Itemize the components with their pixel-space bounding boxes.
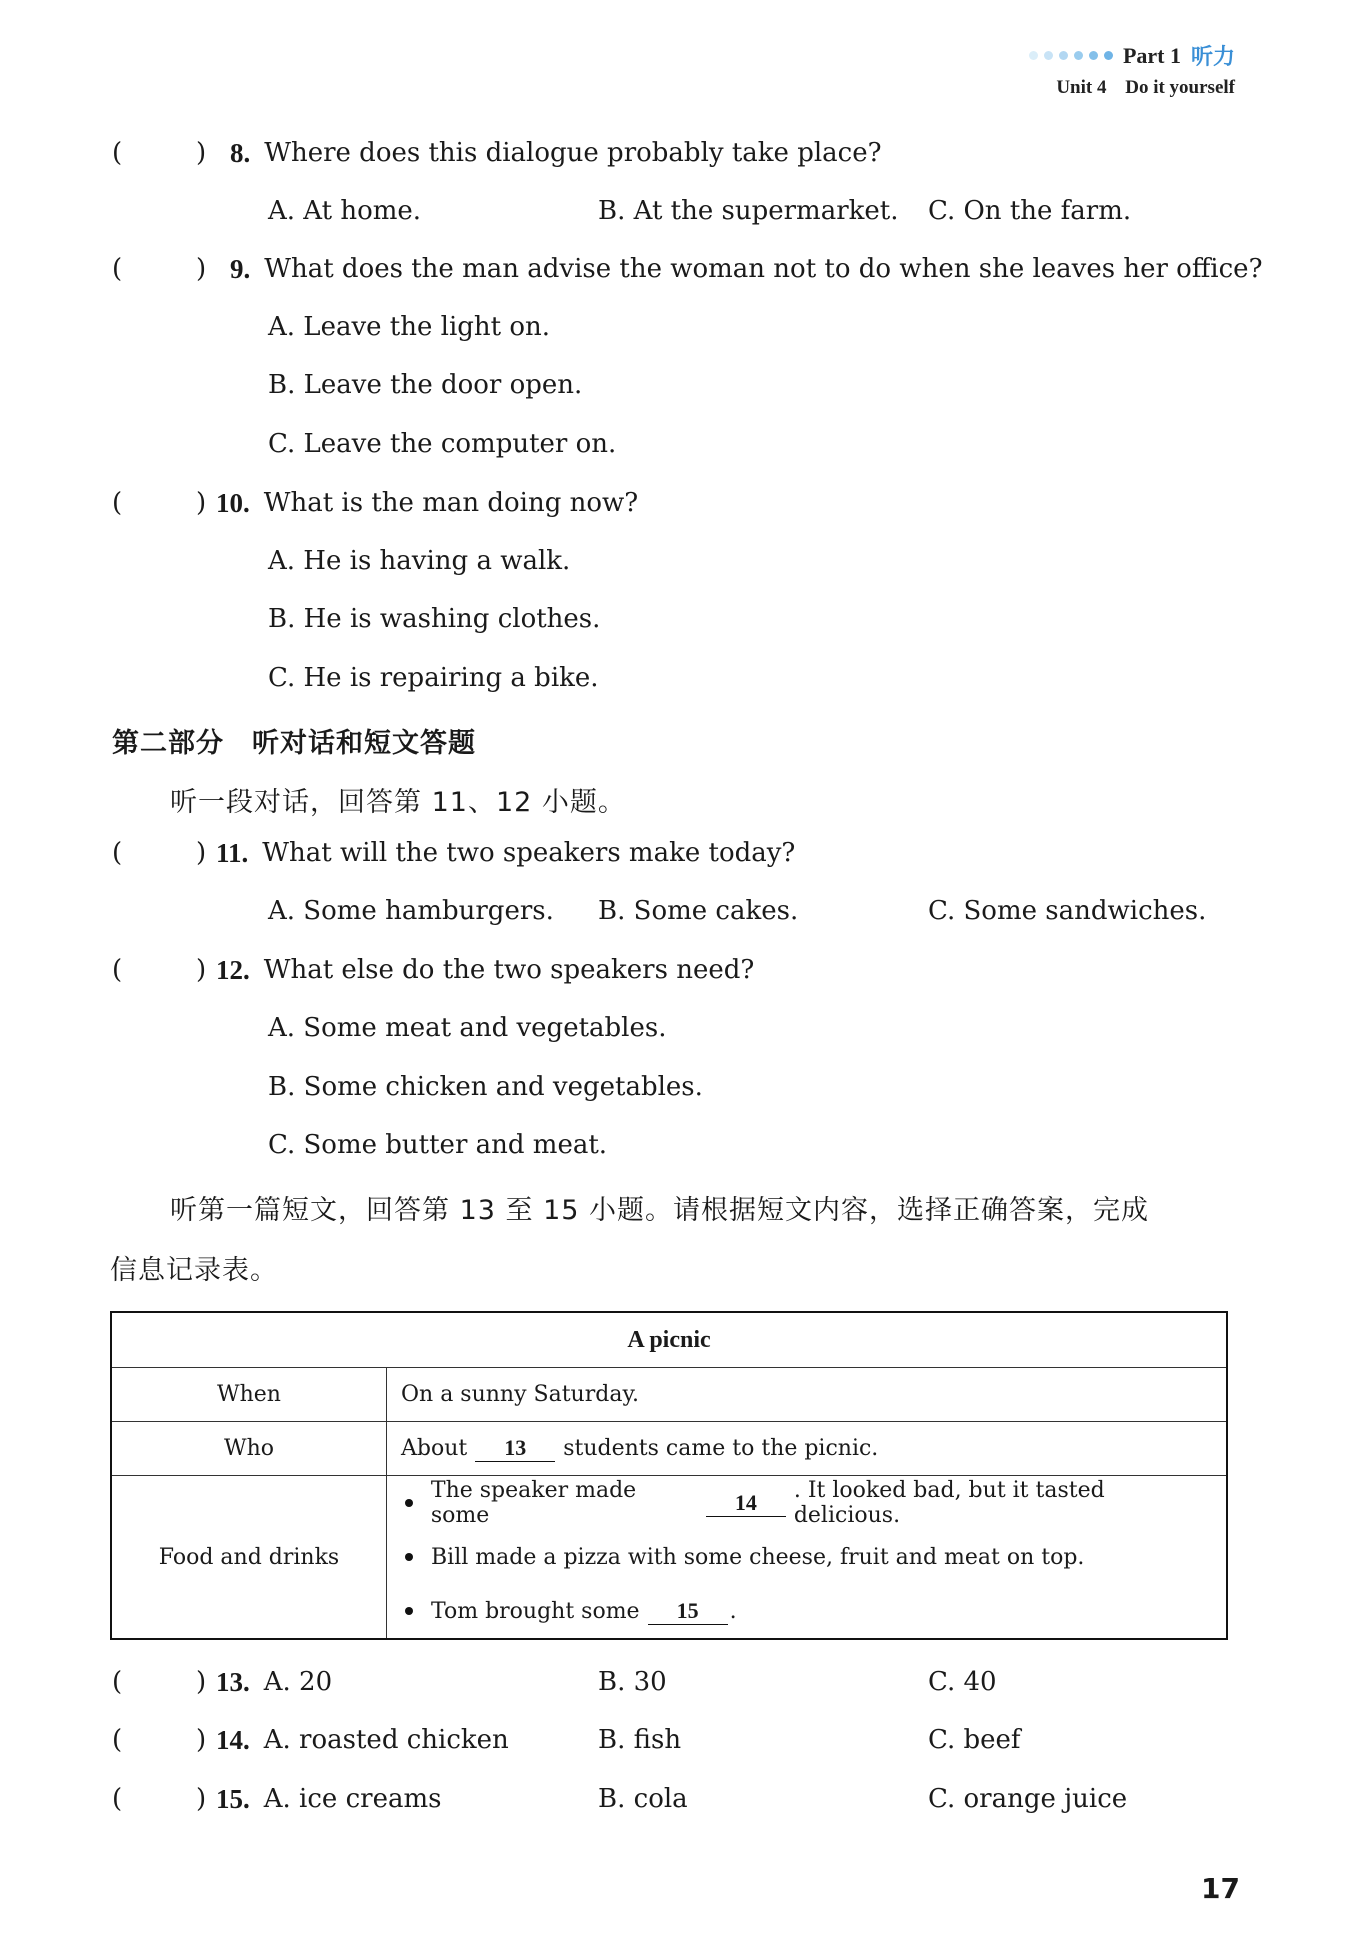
option-c[interactable]: C. orange juice	[928, 1784, 1128, 1814]
option-b[interactable]: B. At the supermarket.	[598, 196, 899, 226]
answer-paren-close: )	[196, 955, 207, 985]
food-text-post: .	[729, 1598, 737, 1624]
question-number: 10.	[216, 488, 250, 518]
option-b[interactable]: B. Some chicken and vegetables.	[268, 1072, 703, 1102]
question-number: 9.	[230, 254, 251, 284]
table-label-food: Food and drinks	[111, 1476, 387, 1640]
answer-paren-close: )	[196, 1784, 207, 1814]
food-text-pre: Tom brought some	[431, 1598, 640, 1624]
answer-paren-close: )	[196, 254, 207, 284]
section-intro-dialogue: 听一段对话，回答第 11、12 小题。	[170, 787, 626, 818]
question-number: 8.	[230, 138, 251, 168]
answer-paren-close: )	[196, 1725, 207, 1755]
unit-title: Do it yourself	[1125, 77, 1235, 98]
option-a[interactable]: A. He is having a walk.	[268, 546, 571, 576]
answer-paren-close: )	[196, 1667, 207, 1697]
page-number: 17	[1201, 1872, 1240, 1905]
answer-paren-open[interactable]: (	[112, 1725, 123, 1755]
question-text: What is the man doing now?	[263, 488, 639, 518]
food-text: Bill made a pizza with some cheese, fruit and meat on top.	[431, 1544, 1085, 1570]
answer-paren-open[interactable]: (	[112, 138, 123, 168]
question-9	[112, 254, 1263, 285]
question-number: 15.	[216, 1784, 250, 1814]
table-label-when: When	[111, 1368, 387, 1422]
answer-paren-close: )	[196, 138, 207, 168]
answer-paren-open[interactable]: (	[112, 838, 123, 868]
section-title: 第二部分 听对话和短文答题	[112, 728, 476, 759]
option-b[interactable]: B. He is washing clothes.	[268, 604, 601, 634]
table-value-when: On a sunny Saturday.	[387, 1368, 1228, 1422]
answer-paren-open[interactable]: (	[112, 955, 123, 985]
page-header	[1029, 40, 1235, 99]
option-a[interactable]: A. Leave the light on.	[268, 312, 551, 342]
question-13	[112, 1667, 332, 1698]
answer-paren-close: )	[196, 488, 207, 518]
food-text-post: . It looked bad, but it tasted delicious.	[793, 1478, 1105, 1528]
table-label-who: Who	[111, 1422, 387, 1476]
blank-14[interactable]: 14	[706, 1490, 786, 1517]
question-text: What does the man advise the woman not to do when she leaves her office?	[264, 254, 1263, 284]
option-c[interactable]: C. On the farm.	[928, 196, 1132, 226]
who-text-post: students came to the picnic.	[563, 1436, 879, 1461]
option-a[interactable]: A. roasted chicken	[263, 1725, 509, 1755]
section-intro-passage: 听第一篇短文，回答第 13 至 15 小题。请根据短文内容，选择正确答案，完成	[170, 1195, 1150, 1226]
blank-13[interactable]: 13	[475, 1435, 555, 1462]
food-text-pre: The speaker made some	[430, 1478, 637, 1528]
header-dots	[1029, 51, 1113, 60]
question-10	[112, 488, 638, 519]
question-14	[112, 1725, 509, 1756]
food-item	[401, 1530, 1212, 1584]
option-c[interactable]: C. He is repairing a bike.	[268, 663, 599, 693]
answer-paren-open[interactable]: (	[112, 254, 123, 284]
question-text: Where does this dialogue probably take place?	[264, 138, 882, 168]
table-value-who	[387, 1422, 1228, 1476]
question-12	[112, 955, 754, 986]
option-b[interactable]: B. Some cakes.	[598, 896, 799, 926]
option-b[interactable]: B. cola	[598, 1784, 688, 1814]
option-a[interactable]: A. Some hamburgers.	[268, 896, 554, 926]
answer-paren-open[interactable]: (	[112, 488, 123, 518]
question-text: What else do the two speakers need?	[263, 955, 755, 985]
option-b[interactable]: B. 30	[598, 1667, 667, 1697]
question-11	[112, 838, 795, 869]
bullet-icon	[405, 1607, 413, 1615]
bullet-icon	[405, 1499, 413, 1507]
section-intro-passage-cont: 信息记录表。	[110, 1255, 278, 1286]
option-c[interactable]: C. Some butter and meat.	[268, 1130, 608, 1160]
unit-label: Unit 4	[1056, 77, 1107, 98]
picnic-info-table	[110, 1311, 1228, 1640]
bullet-icon	[405, 1553, 413, 1561]
option-c[interactable]: C. Some sandwiches.	[928, 896, 1207, 926]
who-text-pre: About	[401, 1436, 468, 1461]
blank-15[interactable]: 15	[648, 1598, 728, 1625]
part-label: Part 1	[1122, 42, 1181, 68]
answer-paren-open[interactable]: (	[112, 1784, 123, 1814]
option-b[interactable]: B. fish	[598, 1725, 682, 1755]
question-8	[112, 138, 882, 169]
answer-paren-close: )	[196, 838, 207, 868]
option-c[interactable]: C. 40	[928, 1667, 997, 1697]
option-c[interactable]: C. beef	[928, 1725, 1021, 1755]
question-number: 12.	[216, 955, 250, 985]
option-a[interactable]: A. Some meat and vegetables.	[268, 1013, 667, 1043]
food-item	[401, 1476, 1212, 1530]
table-value-food	[387, 1476, 1228, 1640]
question-number: 14.	[216, 1725, 250, 1755]
part-cn-label: 听力	[1190, 45, 1235, 70]
food-item	[401, 1584, 1212, 1638]
question-number: 13.	[216, 1667, 250, 1697]
question-text: What will the two speakers make today?	[262, 838, 796, 868]
option-b[interactable]: B. Leave the door open.	[268, 370, 583, 400]
option-a[interactable]: A. 20	[263, 1667, 333, 1697]
question-number: 11.	[216, 838, 249, 868]
option-a[interactable]: A. ice creams	[263, 1784, 442, 1814]
option-a[interactable]: A. At home.	[268, 196, 422, 226]
question-15	[112, 1784, 441, 1815]
table-title: A picnic	[111, 1312, 1227, 1368]
answer-paren-open[interactable]: (	[112, 1667, 123, 1697]
option-c[interactable]: C. Leave the computer on.	[268, 429, 617, 459]
